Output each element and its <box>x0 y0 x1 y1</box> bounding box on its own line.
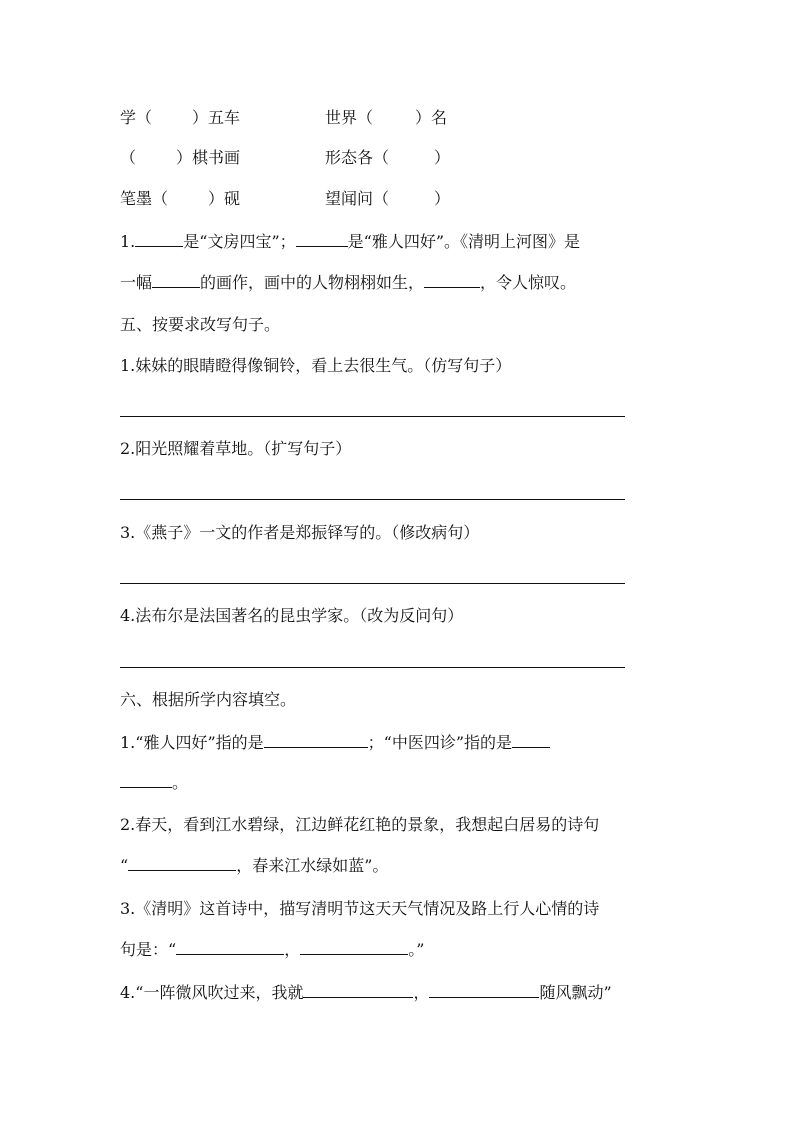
idiom-text: 望闻问（ <box>325 189 390 208</box>
answer-blank[interactable] <box>152 272 200 288</box>
question-5-3: 3.《燕子》一文的作者是郑振铎写的。（修改病句） <box>120 523 480 542</box>
fill-item-line-2 <box>120 272 576 294</box>
question-6-2: 2.春天，看到江水碧绿，江边鲜花红艳的景象，我想起白居易的诗句 <box>120 815 600 834</box>
answer-blank[interactable] <box>135 231 183 247</box>
idiom-row-1-left <box>120 107 240 129</box>
question-text: 随风飘动” <box>539 983 612 1002</box>
question-text: ，春来江水绿如蓝”。 <box>236 856 389 875</box>
idiom-text: 笔墨（ <box>120 189 169 208</box>
fill-text: 的画作，画中的人物栩栩如生， <box>200 273 425 292</box>
idiom-text: 形态各（ <box>325 148 390 167</box>
idiom-text: （ <box>120 148 137 167</box>
question-text: 句是：“ <box>120 940 177 959</box>
section-5-heading: 五、按要求改写句子。 <box>120 315 281 334</box>
idiom-row-3-right <box>325 188 450 210</box>
answer-blank[interactable] <box>296 231 348 247</box>
idiom-text: 学（ <box>120 108 153 127</box>
idiom-text: ） <box>434 148 451 167</box>
answer-blank[interactable] <box>512 732 550 748</box>
idiom-row-2-right <box>325 147 450 169</box>
question-text: “ <box>120 856 129 875</box>
idiom-text: ）名 <box>415 108 448 127</box>
question-5-1: 1.妹妹的眼睛瞪得像铜铃，看上去很生气。（仿写句子） <box>120 356 512 375</box>
fill-text: ，令人惊叹。 <box>480 273 577 292</box>
answer-line[interactable] <box>120 416 625 417</box>
idiom-text: ）砚 <box>208 189 241 208</box>
question-6-3-cont <box>120 939 424 961</box>
answer-blank[interactable] <box>264 732 368 748</box>
section-6-heading: 六、根据所学内容填空。 <box>120 690 297 709</box>
answer-line[interactable] <box>120 499 625 500</box>
answer-blank[interactable] <box>176 939 284 955</box>
question-text: 4.“一阵微风吹过来，我就 <box>120 983 304 1002</box>
answer-blank[interactable] <box>300 939 408 955</box>
idiom-row-1-right <box>325 107 447 129</box>
idiom-text: 世界（ <box>325 108 374 127</box>
idiom-text: ）五车 <box>192 108 241 127</box>
fill-text: 是“文房四宝”； <box>183 232 296 251</box>
fill-text: 是“雅人四好”。《清明上河图》是 <box>347 232 581 251</box>
answer-blank[interactable] <box>429 982 539 998</box>
answer-blank[interactable] <box>120 772 172 788</box>
answer-line[interactable] <box>120 667 625 668</box>
question-5-2: 2.阳光照耀着草地。（扩写句子） <box>120 439 352 458</box>
idiom-row-2-left <box>120 147 240 169</box>
question-text: 。” <box>408 940 425 959</box>
question-5-4: 4.法布尔是法国著名的昆虫学家。（改为反问句） <box>120 606 464 625</box>
answer-line[interactable] <box>120 583 625 584</box>
idiom-text: ） <box>434 189 451 208</box>
question-6-3: 3.《清明》这首诗中，描写清明节这天天气情况及路上行人心情的诗 <box>120 899 600 918</box>
idiom-row-3-left <box>120 188 240 210</box>
question-6-1 <box>120 732 550 754</box>
item-number: 1. <box>120 232 136 251</box>
question-text: ；“中医四诊”指的是 <box>367 733 513 752</box>
idiom-text: ）棋书画 <box>176 148 241 167</box>
question-text: ， <box>413 983 430 1002</box>
question-text: 。 <box>172 773 189 792</box>
question-text: 1.“雅人四好”指的是 <box>120 733 264 752</box>
answer-blank[interactable] <box>303 982 413 998</box>
question-6-4 <box>120 982 612 1004</box>
fill-item-line-1 <box>120 231 580 253</box>
question-text: ， <box>284 940 301 959</box>
answer-blank[interactable] <box>424 272 480 288</box>
answer-blank[interactable] <box>128 855 236 871</box>
question-6-2-cont <box>120 855 388 877</box>
question-6-1-cont <box>120 772 188 794</box>
fill-text: 一幅 <box>120 273 153 292</box>
